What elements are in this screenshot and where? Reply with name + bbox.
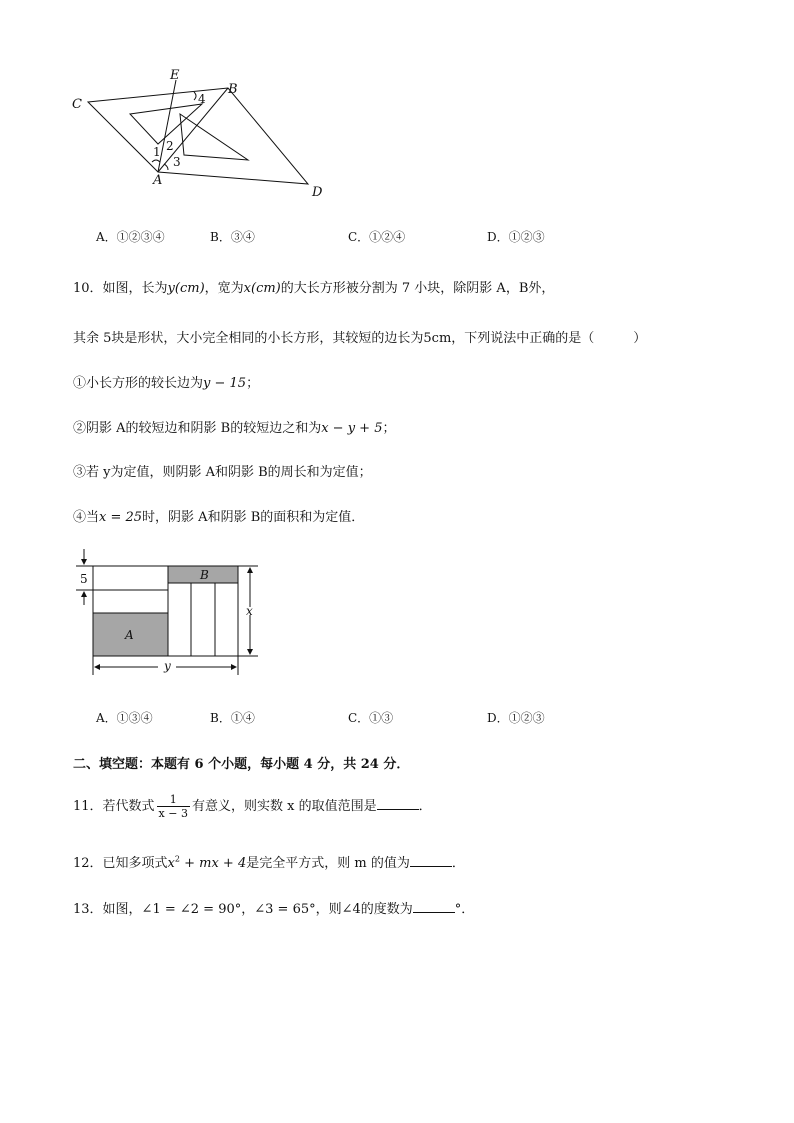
inner-triangle-left [130,104,202,144]
angle-label-2: 2 [166,139,174,153]
q9-figure [60,62,350,207]
q10-statement-1: ①小长方形的较长边为y − 15； [73,376,260,391]
q11-line: 11．若代数式 $\frac{1}{x - 3}$ 有意义，则实数 x 的取值范围是 ． [73,793,432,820]
q12-line: 12．已知多项式$x^2$ + mx + 4是完全平方式，则 m 的值为 ． [73,854,465,871]
q10-statement-2: ②阴影 A的较短边和阴影 B的较短边之和为x − y + 5； [73,421,396,436]
label-B: B [228,82,238,97]
q10-option-b[interactable]: B．①④ [210,711,255,725]
dim-label-5: 5 [80,572,88,586]
q10-statement-3: ③若 y为定值，则阴影 A和阴影 B的周长和为定值； [73,465,372,480]
q9-option-b[interactable]: B．③④ [210,230,255,244]
label-C: C [72,97,82,112]
q12-answer-blank[interactable] [410,854,452,867]
q10-options [96,709,596,725]
q9-option-d[interactable]: D．①②③ [487,230,545,244]
q9-options [96,228,596,244]
dim-label-x: x [246,604,253,618]
q11-fraction: $\frac{1}{x - 3}$ [158,793,188,820]
angle-label-1: 1 [153,145,161,159]
label-D: D [312,185,323,200]
q9-option-a[interactable]: A．①②③④ [96,230,165,244]
q10-option-d[interactable]: D．①②③ [487,711,545,725]
angle-label-3: 3 [173,155,181,169]
q10-option-c[interactable]: C．①③ [348,711,394,725]
q10-option-a[interactable]: A．①③④ [96,711,153,725]
q10-figure [74,547,274,682]
dim-label-y: y [164,659,171,673]
region-label-B: B [200,568,209,582]
q10-y-cm: y(cm) [167,281,205,296]
angle-arc-4 [194,92,196,100]
angle-label-4: 4 [198,92,206,106]
q11-answer-blank[interactable] [377,797,419,810]
inner-triangle-right [180,114,248,160]
section-2-heading: 二、填空题：本题有 6 个小题，每小题 4 分，共 24 分． [73,757,410,772]
q10-statement-4: ④当x = 25时，阴影 A和阴影 B的面积和为定值． [73,510,365,525]
angle-arc-3 [164,164,168,170]
angle-arc-1 [152,160,160,162]
q13-answer-blank[interactable] [413,900,455,913]
label-E: E [170,68,180,83]
region-label-A: A [125,628,134,642]
q10-line-1: 10．如图，长为y(cm)，宽为x(cm)的大长方形被分割为 7 小块，除阴影 A，B外， [73,281,555,296]
q10-x-cm: x(cm) [243,281,281,296]
q10-line-2: 其余 5块是形状，大小完全相同的小长方形，其较短的边长为5cm，下列说法中正确的是（ ） [73,331,647,346]
q9-option-c[interactable]: C．①②④ [348,230,406,244]
q13-line: 13．如图，∠1 = ∠2 = 90°，∠3 = 65°，则∠4的度数为 °． [73,902,475,917]
line-AB [158,88,228,172]
label-A: A [153,173,163,188]
